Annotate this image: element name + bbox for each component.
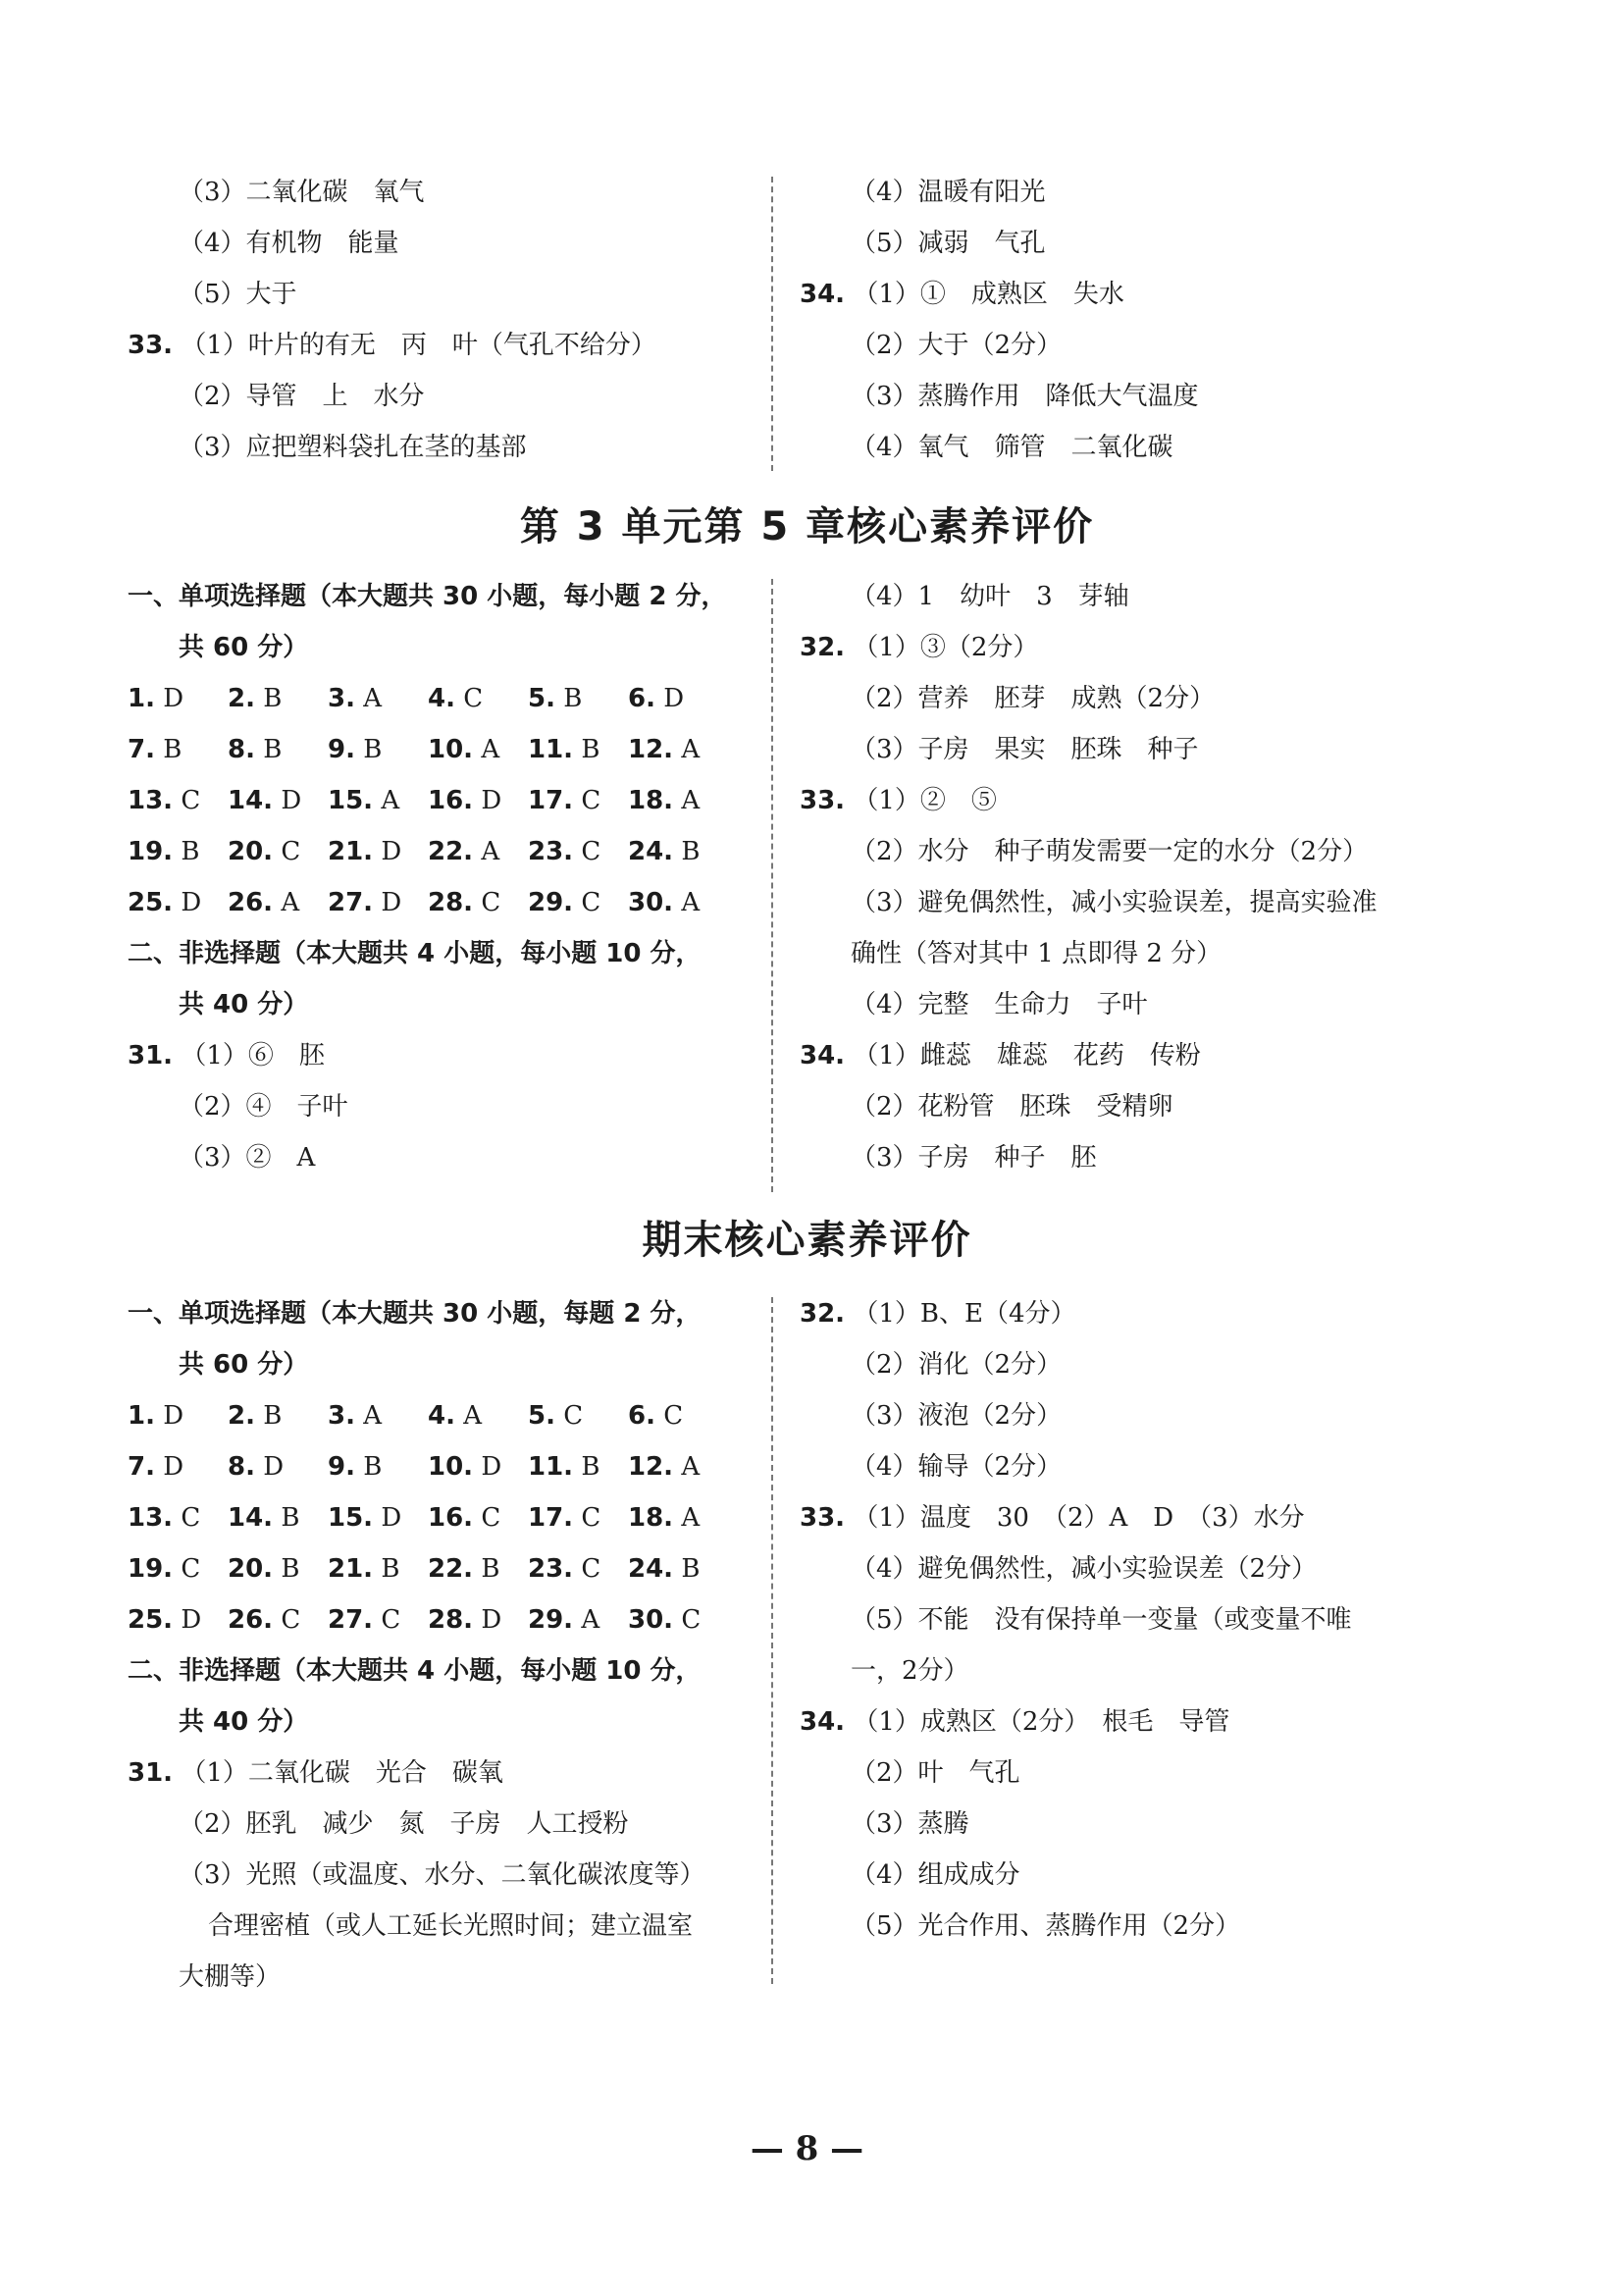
mc-answer: 24. B: [628, 1554, 701, 1584]
section-heading: 共 40 分）: [179, 1707, 309, 1737]
answer-line: （4）温暖有阳光: [851, 178, 1046, 207]
answer-text: （1）B、E（4分）: [853, 1299, 1076, 1329]
mc-answer: 29. A: [528, 1605, 600, 1635]
mc-answer: 19. B: [128, 837, 200, 866]
mc-answer: 26. A: [228, 888, 300, 917]
page-number: — 8 —: [750, 2129, 864, 2168]
question-number: 34.: [800, 280, 846, 309]
answer-line: （3）避免偶然性，减小实验误差，提高实验准: [851, 888, 1378, 917]
mc-answer: 10. D: [428, 1452, 502, 1482]
question-number: 33.: [800, 1503, 846, 1533]
mc-answer: 27. C: [328, 1605, 401, 1635]
mc-row: [128, 826, 755, 877]
column-divider: [771, 579, 773, 1192]
question-33: [128, 320, 755, 371]
mc-answer: 12. A: [628, 735, 701, 764]
mc-answer: 7. B: [128, 735, 182, 764]
top-right-column: [800, 167, 1486, 473]
mc-answer: 9. B: [328, 1452, 383, 1482]
answer-line: （5）不能 没有保持单一变量（或变量不唯: [851, 1605, 1352, 1635]
mc-answer: 7. D: [128, 1452, 184, 1482]
mc-answer: 28. C: [428, 888, 501, 917]
section-heading: 二、非选择题（本大题共 4 小题，每小题 10 分，: [128, 939, 702, 968]
answer-line: （2）水分 种子萌发需要一定的水分（2分）: [851, 837, 1369, 866]
mc-answer: 10. A: [428, 735, 500, 764]
mc-answer: 5. C: [528, 1401, 584, 1431]
mc-answer: 11. B: [528, 1452, 600, 1482]
answer-line: （3）子房 果实 胚珠 种子: [851, 735, 1199, 764]
sec2-left-column: [128, 1288, 755, 2003]
mc-row: [128, 1543, 755, 1594]
section-heading: 二、非选择题（本大题共 4 小题，每小题 10 分，: [128, 1656, 702, 1686]
answer-line: （3）② A: [179, 1143, 316, 1173]
question-number: 31.: [128, 1041, 174, 1070]
mc-answer: 30. C: [628, 1605, 702, 1635]
mc-answer: 26. C: [228, 1605, 301, 1635]
mc-row: [128, 775, 755, 826]
answer-line: （4）1 幼叶 3 芽轴: [851, 582, 1129, 611]
sec2-right-column: [800, 1288, 1486, 1952]
section-heading: 一、单项选择题（本大题共 30 小题，每小题 2 分，: [128, 582, 727, 611]
mc-row: [128, 1594, 755, 1645]
answer-text: （1）叶片的有无 丙 叶（气孔不给分）: [181, 331, 656, 360]
answer-text: （1）⑥ 胚: [181, 1041, 325, 1070]
answer-line: 合理密植（或人工延长光照时间；建立温室: [208, 1911, 694, 1941]
answer-line: （3）二氧化碳 氧气: [179, 178, 425, 207]
question-34: [800, 1696, 1486, 1748]
mc-answer: 21. D: [328, 837, 402, 866]
answer-line: （3）蒸腾: [851, 1809, 969, 1839]
answer-line: （2）消化（2分）: [851, 1350, 1063, 1380]
question-34: [800, 269, 1486, 320]
mc-row: [128, 724, 755, 775]
answer-line: （2）胚乳 减少 氮 子房 人工授粉: [179, 1809, 629, 1839]
mc-row: [128, 1390, 755, 1441]
mc-answer: 13. C: [128, 786, 201, 815]
answer-line: （2）叶 气孔: [851, 1758, 1020, 1788]
mc-answer: 14. B: [228, 1503, 300, 1533]
mc-answer: 8. D: [228, 1452, 285, 1482]
top-left-column: [128, 167, 755, 473]
mc-answer: 1. D: [128, 684, 184, 713]
section-heading: 共 60 分）: [179, 1350, 309, 1380]
mc-row: [128, 673, 755, 724]
mc-row: [128, 877, 755, 928]
question-number: 31.: [128, 1758, 174, 1788]
question-number: 33.: [128, 331, 174, 360]
question-number: 33.: [800, 786, 846, 815]
answer-text: （1）成熟区（2分） 根毛 导管: [853, 1707, 1230, 1737]
mc-answer: 15. D: [328, 1503, 402, 1533]
mc-answer: 17. C: [528, 1503, 601, 1533]
mc-answer: 14. D: [228, 786, 302, 815]
mc-answer: 4. C: [428, 684, 484, 713]
mc-row: [128, 1441, 755, 1492]
mc-answer: 8. B: [228, 735, 283, 764]
answer-line: （5）减弱 气孔: [851, 229, 1046, 258]
answer-line: （3）液泡（2分）: [851, 1401, 1063, 1431]
answer-text: （1）二氧化碳 光合 碳氧: [181, 1758, 503, 1788]
mc-answer: 16. C: [428, 1503, 501, 1533]
answer-line: （2）营养 胚芽 成熟（2分）: [851, 684, 1216, 713]
mc-answer: 24. B: [628, 837, 701, 866]
sec1-right-column: [800, 571, 1486, 1183]
answer-line: （4）完整 生命力 子叶: [851, 990, 1148, 1019]
answer-line: （5）大于: [179, 280, 297, 309]
mc-answer: 4. A: [428, 1401, 483, 1431]
question-32: [800, 622, 1486, 673]
mc-answer: 23. C: [528, 1554, 601, 1584]
mc-answer: 30. A: [628, 888, 701, 917]
mc-answer: 22. B: [428, 1554, 500, 1584]
mc-answer: 3. A: [328, 684, 383, 713]
mc-answer: 29. C: [528, 888, 601, 917]
answer-line: （5）光合作用、蒸腾作用（2分）: [851, 1911, 1241, 1941]
mc-answer: 20. B: [228, 1554, 300, 1584]
mc-answer: 27. D: [328, 888, 402, 917]
answer-line: （4）有机物 能量: [179, 229, 399, 258]
mc-answer: 1. D: [128, 1401, 184, 1431]
mc-answer: 25. D: [128, 1605, 202, 1635]
answer-text: （1）③（2分）: [853, 633, 1039, 662]
mc-answer: 13. C: [128, 1503, 201, 1533]
answer-line: （2）导管 上 水分: [179, 382, 425, 411]
answer-line: （4）输导（2分）: [851, 1452, 1063, 1482]
section-heading: 一、单项选择题（本大题共 30 小题，每题 2 分，: [128, 1299, 702, 1329]
answer-line: （3）应把塑料袋扎在茎的基部: [179, 433, 527, 462]
answer-text: （1）雌蕊 雄蕊 花药 传粉: [853, 1041, 1201, 1070]
mc-answer: 3. A: [328, 1401, 383, 1431]
answer-line: （3）蒸腾作用 降低大气温度: [851, 382, 1199, 411]
answer-text: （1）① 成熟区 失水: [853, 280, 1124, 309]
mc-answer: 23. C: [528, 837, 601, 866]
mc-answer: 6. C: [628, 1401, 684, 1431]
sec1-left-column: [128, 571, 755, 1183]
mc-answer: 15. A: [328, 786, 400, 815]
mc-row: [128, 1492, 755, 1543]
answer-text: （1）② ⑤: [853, 786, 997, 815]
mc-answer: 28. D: [428, 1605, 502, 1635]
section-title: 期末核心素养评价: [642, 1218, 972, 1263]
mc-answer: 17. C: [528, 786, 601, 815]
question-33: [800, 775, 1486, 826]
question-number: 34.: [800, 1041, 846, 1070]
mc-answer: 18. A: [628, 1503, 701, 1533]
answer-line: （2）④ 子叶: [179, 1092, 348, 1122]
question-31: [128, 1030, 755, 1081]
question-number: 32.: [800, 1299, 846, 1329]
answer-line: （4）避免偶然性，减小实验误差（2分）: [851, 1554, 1318, 1584]
mc-answer: 22. A: [428, 837, 500, 866]
answer-line: （2）花粉管 胚珠 受精卵: [851, 1092, 1173, 1122]
question-32: [800, 1288, 1486, 1339]
section-heading: 共 40 分）: [179, 990, 309, 1019]
answer-line: （4）氧气 筛管 二氧化碳: [851, 433, 1173, 462]
answer-line: 一，2分）: [851, 1656, 969, 1686]
mc-answer: 5. B: [528, 684, 583, 713]
answer-text: （1）温度 30 （2）A D （3）水分: [853, 1503, 1305, 1533]
mc-answer: 9. B: [328, 735, 383, 764]
mc-answer: 16. D: [428, 786, 502, 815]
mc-answer: 18. A: [628, 786, 701, 815]
question-31: [128, 1748, 755, 1799]
question-number: 32.: [800, 633, 846, 662]
answer-line: （3）光照（或温度、水分、二氧化碳浓度等）: [179, 1860, 705, 1890]
answer-line: 确性（答对其中 1 点即得 2 分）: [851, 939, 1223, 968]
mc-answer: 2. B: [228, 1401, 283, 1431]
column-divider: [771, 1297, 773, 1984]
answer-line: （2）大于（2分）: [851, 331, 1063, 360]
mc-answer: 19. C: [128, 1554, 201, 1584]
mc-answer: 12. A: [628, 1452, 701, 1482]
answer-line: （3）子房 种子 胚: [851, 1143, 1097, 1173]
mc-answer: 6. D: [628, 684, 685, 713]
section-title: 第 3 单元第 5 章核心素养评价: [519, 504, 1095, 549]
question-33: [800, 1492, 1486, 1543]
column-divider: [771, 177, 773, 471]
mc-answer: 21. B: [328, 1554, 400, 1584]
section-heading: 共 60 分）: [179, 633, 309, 662]
mc-answer: 11. B: [528, 735, 600, 764]
mc-answer: 25. D: [128, 888, 202, 917]
question-number: 34.: [800, 1707, 846, 1737]
mc-answer: 2. B: [228, 684, 283, 713]
mc-answer: 20. C: [228, 837, 301, 866]
answer-line: （4）组成成分: [851, 1860, 1020, 1890]
answer-line: 大棚等）: [179, 1962, 282, 1992]
question-34: [800, 1030, 1486, 1081]
